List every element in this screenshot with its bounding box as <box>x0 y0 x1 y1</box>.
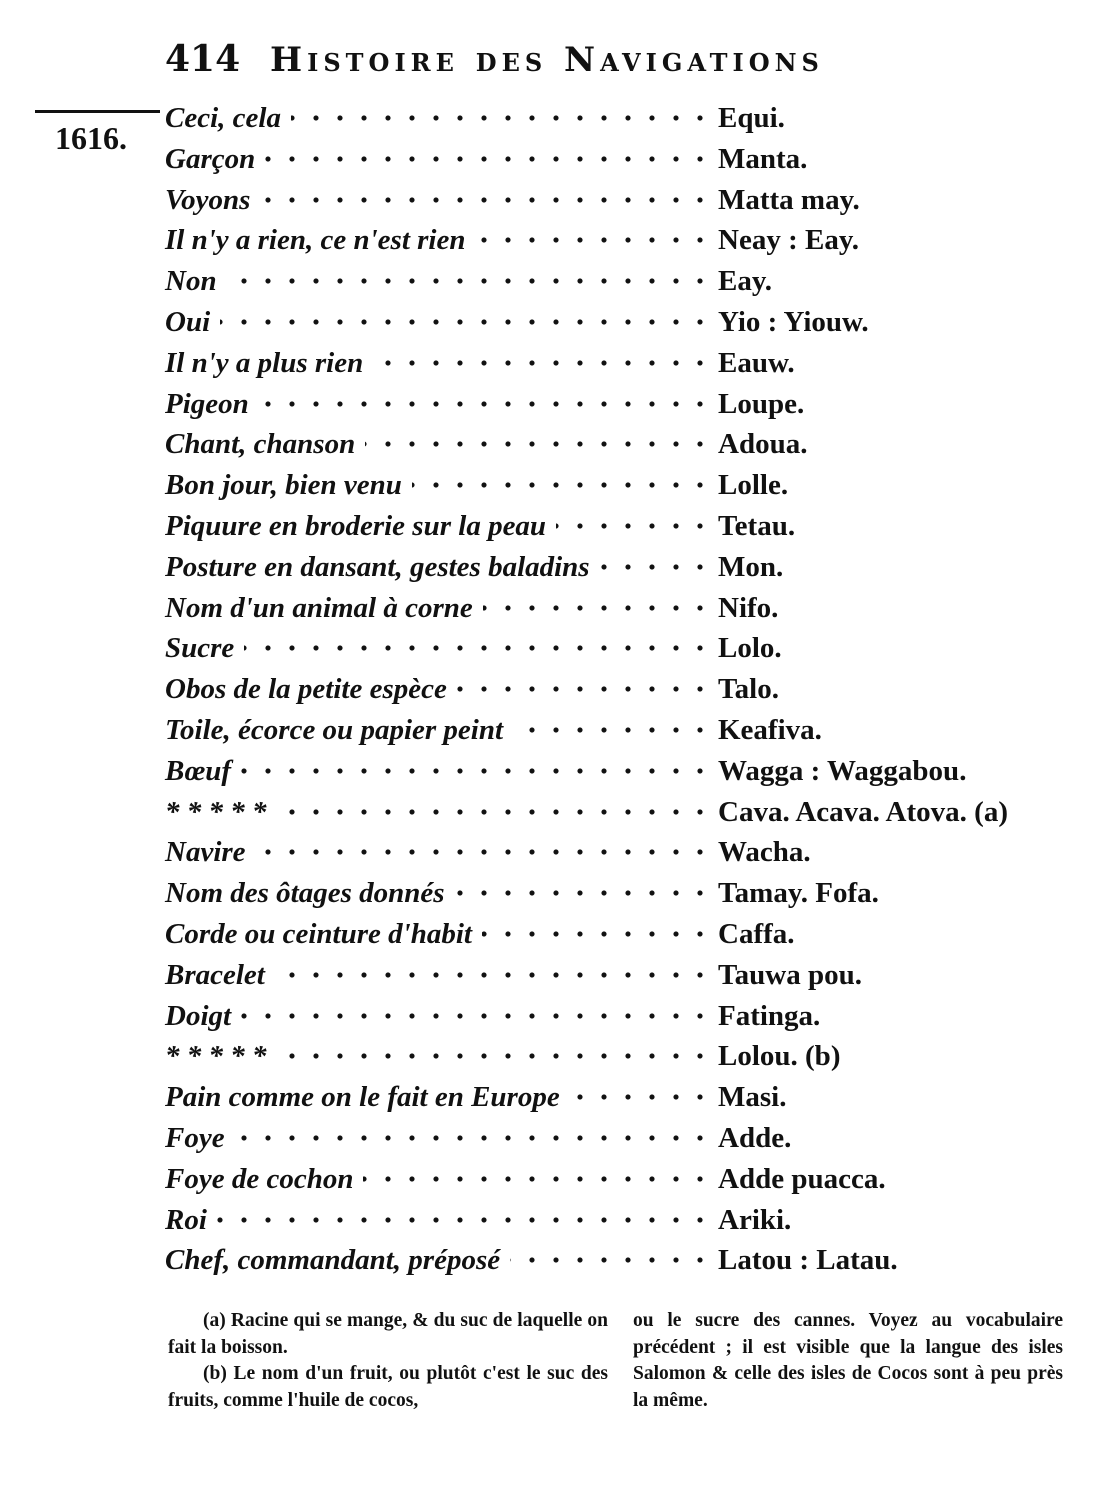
vocab-gloss: Loupe. <box>718 387 805 420</box>
vocab-term: Oui <box>165 305 211 338</box>
vocab-term: Bracelet <box>165 958 265 991</box>
vocab-row <box>165 710 1070 751</box>
vocab-term: Piquure en broderie sur la peau <box>165 509 547 542</box>
vocab-row <box>165 751 1070 792</box>
vocab-term: Ceci, cela <box>165 102 281 134</box>
footnote-column-right <box>633 1308 1063 1414</box>
vocab-row <box>165 1118 1070 1159</box>
vocab-term: Foye <box>165 1121 225 1154</box>
vocab-term: Chant, chanson <box>165 428 356 461</box>
page-header <box>165 38 965 98</box>
vocab-gloss: Equi. <box>718 102 785 134</box>
running-title: Histoire des Navigations <box>270 40 824 80</box>
vocab-gloss: Lolle. <box>718 469 789 502</box>
vocab-gloss: Eauw. <box>718 346 795 379</box>
vocab-term: Garçon <box>165 142 256 175</box>
vocab-row <box>165 384 1070 425</box>
vocab-gloss: Masi. <box>718 1081 787 1114</box>
vocab-row <box>165 873 1070 914</box>
dot-leader <box>365 432 712 456</box>
dot-leader <box>227 269 712 293</box>
vocab-gloss: Keafiva. <box>718 713 822 746</box>
vocab-gloss: Mon. <box>718 550 784 583</box>
vocab-gloss: Matta may. <box>718 183 860 216</box>
dot-leader <box>277 1044 712 1068</box>
vocab-term: Corde ou ceinture d'habit <box>165 917 472 950</box>
vocab-term: Bon jour, bien venu <box>165 469 402 502</box>
vocab-gloss: Lolo. <box>718 632 782 665</box>
vocab-term: Posture en dansant, gestes baladins <box>165 550 590 583</box>
vocab-term: Il n'y a plus rien <box>165 346 364 379</box>
dot-leader <box>513 718 712 742</box>
vocab-term: Doigt <box>165 999 232 1032</box>
vocab-gloss: Cava. Acava. Atova. (a) <box>718 795 1008 828</box>
vocab-term: Il n'y a rien, ce n'est rien <box>165 224 466 257</box>
dot-leader <box>275 963 712 987</box>
vocab-term: Nom des ôtages donnés <box>165 877 445 910</box>
dot-leader <box>241 1004 712 1028</box>
vocab-row <box>165 832 1070 873</box>
dot-leader <box>291 106 712 130</box>
footnote-b: (b) Le nom d'un fruit, ou plutôt c'est le suc des fruits, comme l'huile de cocos, <box>168 1363 608 1411</box>
vocab-gloss: Lolou. (b) <box>718 1040 841 1073</box>
vocab-gloss: Neay : Eay. <box>718 224 859 257</box>
dot-leader <box>363 1167 712 1191</box>
vocab-row <box>165 1200 1070 1241</box>
dot-leader <box>455 881 712 905</box>
vocab-term: Toile, écorce ou papier peint <box>165 713 504 746</box>
vocab-term: Nom d'un animal à corne <box>165 591 473 624</box>
vocab-term: Bœuf <box>165 754 232 787</box>
footnote-b-continued: ou le sucre des cannes. Voyez au vocabulaire précédent ; il est visible que la langue des isles Salomon & celle des isles de Cocos sont à peu près la même. <box>633 1310 1063 1411</box>
dot-leader <box>570 1085 712 1109</box>
margin-year: 1616. <box>55 120 127 156</box>
vocab-term: Non <box>165 265 217 298</box>
vocab-gloss: Manta. <box>718 142 808 175</box>
vocab-term: Pain comme on le fait en Europe <box>165 1081 560 1114</box>
vocab-gloss: Wacha. <box>718 836 811 869</box>
dot-leader <box>241 759 712 783</box>
dot-leader <box>600 555 712 579</box>
vocab-row <box>165 424 1070 465</box>
dot-leader <box>235 1126 712 1150</box>
vocab-row <box>165 506 1070 547</box>
vocab-term: Pigeon <box>165 387 249 420</box>
vocab-term: * * * * * <box>165 795 267 828</box>
dot-leader <box>475 228 712 252</box>
vocab-row <box>165 1240 1070 1281</box>
vocab-term: * * * * * <box>165 1040 267 1073</box>
vocab-row <box>165 588 1070 629</box>
vocab-gloss: Wagga : Waggabou. <box>718 754 967 787</box>
vocab-term: Sucre <box>165 632 235 665</box>
vocab-row <box>165 1036 1070 1077</box>
vocab-gloss: Adde puacca. <box>718 1162 886 1195</box>
vocab-row <box>165 261 1070 302</box>
vocab-row <box>165 914 1070 955</box>
vocab-row <box>165 547 1070 588</box>
vocab-row <box>165 343 1070 384</box>
footnote-a: (a) Racine qui se mange, & du suc de laquelle on fait la boisson. <box>168 1310 608 1358</box>
vocab-gloss: Latou : Latau. <box>718 1244 898 1277</box>
dot-leader <box>220 310 712 334</box>
dot-leader <box>373 351 712 375</box>
dot-leader <box>482 922 712 946</box>
dot-leader <box>259 392 712 416</box>
dot-leader <box>260 188 712 212</box>
footnotes <box>168 1308 1063 1418</box>
vocab-gloss: Caffa. <box>718 917 795 950</box>
vocab-term: Voyons <box>165 183 251 216</box>
vocab-row <box>165 465 1070 506</box>
footnote-column-left <box>168 1308 608 1414</box>
vocab-row <box>165 1077 1070 1118</box>
vocab-gloss: Ariki. <box>718 1203 792 1236</box>
vocab-row <box>165 220 1070 261</box>
vocab-term: Foye de cochon <box>165 1162 354 1195</box>
dot-leader <box>457 677 712 701</box>
vocab-gloss: Nifo. <box>718 591 779 624</box>
vocab-row <box>165 628 1070 669</box>
vocab-gloss: Eay. <box>718 265 772 298</box>
dot-leader <box>265 147 712 171</box>
margin-rule <box>35 110 160 113</box>
page-number: 414 <box>165 38 241 80</box>
vocabulary-list <box>165 98 1070 1281</box>
vocab-row <box>165 996 1070 1037</box>
vocab-gloss: Tamay. Fofa. <box>718 877 879 910</box>
vocab-row <box>165 139 1070 180</box>
vocab-row <box>165 669 1070 710</box>
dot-leader <box>556 514 712 538</box>
dot-leader <box>277 800 712 824</box>
vocab-row <box>165 955 1070 996</box>
vocab-gloss: Talo. <box>718 673 779 706</box>
vocab-gloss: Tetau. <box>718 509 796 542</box>
vocab-gloss: Tauwa pou. <box>718 958 863 991</box>
vocab-row <box>165 98 1070 139</box>
vocab-gloss: Adde. <box>718 1121 792 1154</box>
dot-leader <box>256 840 712 864</box>
vocab-term: Roi <box>165 1203 207 1236</box>
vocab-term: Obos de la petite espèce <box>165 673 447 706</box>
dot-leader <box>510 1248 712 1272</box>
vocab-row <box>165 180 1070 221</box>
vocab-row <box>165 302 1070 343</box>
dot-leader <box>244 636 712 660</box>
vocab-term: Chef, commandant, préposé <box>165 1244 501 1277</box>
vocab-term: Navire <box>165 836 246 869</box>
vocab-gloss: Fatinga. <box>718 999 821 1032</box>
vocab-gloss: Adoua. <box>718 428 808 461</box>
dot-leader <box>483 596 712 620</box>
dot-leader <box>217 1208 712 1232</box>
vocab-row <box>165 792 1070 833</box>
dot-leader <box>412 473 712 497</box>
vocab-gloss: Yio : Yiouw. <box>718 305 869 338</box>
vocab-row <box>165 1159 1070 1200</box>
